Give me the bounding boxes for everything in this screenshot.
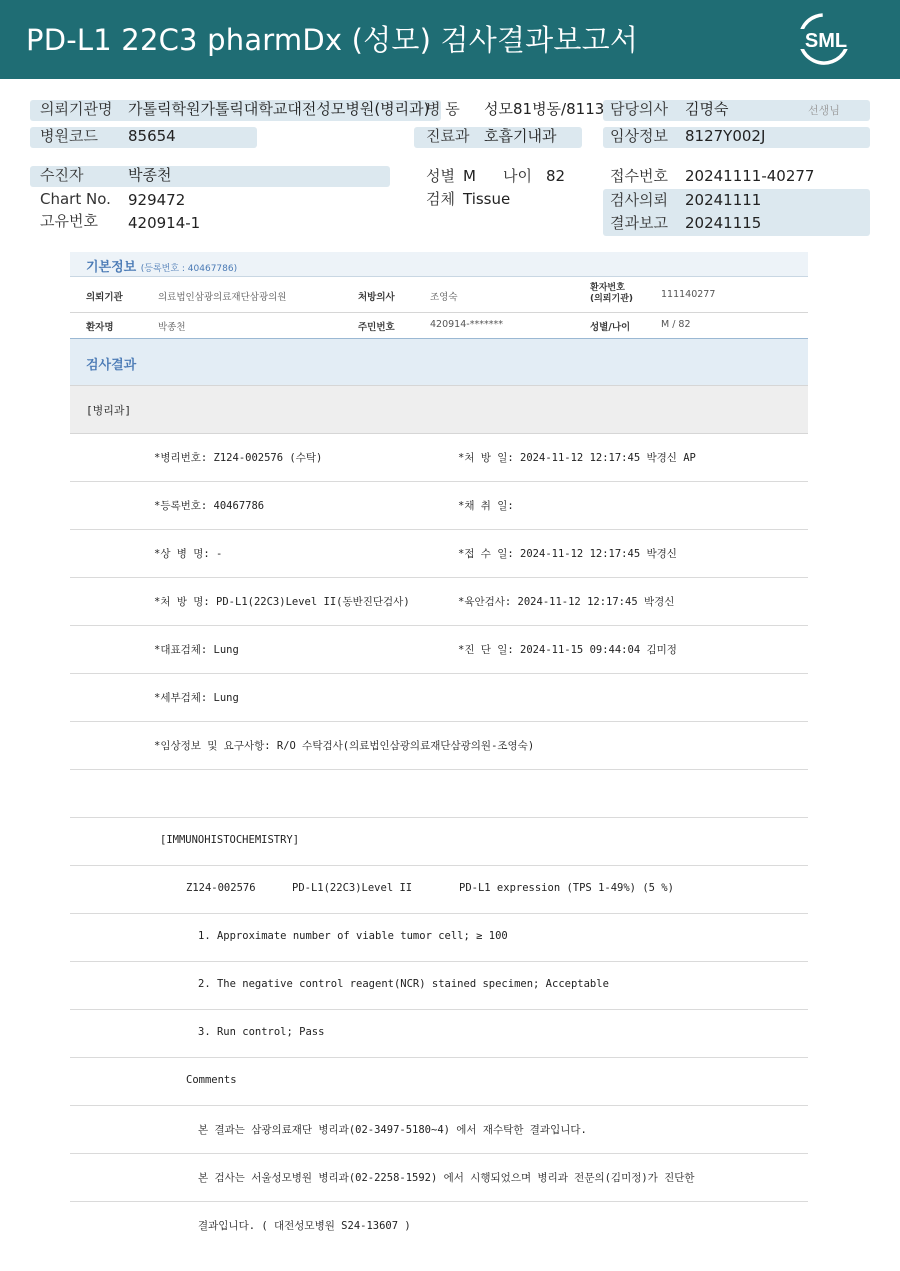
report-label: 결과보고 [610, 214, 668, 232]
ihc-item-1: 1. Approximate number of viable tumor cell; ≥ 100 [198, 930, 508, 942]
dept-label: [병리과] [86, 404, 132, 417]
name-label: 환자명 [86, 322, 114, 333]
result-row-left: *등록번호: 40467786 [154, 500, 265, 512]
dept-row [70, 386, 808, 434]
patient-bar [30, 166, 390, 187]
chart-label: Chart No. [40, 190, 111, 208]
ihc-header-row [70, 818, 808, 866]
request-label: 검사의뢰 [610, 191, 668, 209]
sexage-value: M / 82 [661, 319, 691, 330]
patno-value: 111140277 [661, 289, 716, 300]
report-value: 20241115 [685, 214, 762, 232]
basic-info-row-2 [70, 313, 808, 338]
institution-label: 의뢰기관명 [40, 100, 113, 118]
unique-value: 420914-1 [128, 214, 201, 232]
result-row [70, 578, 808, 626]
logo-text: SML [804, 30, 848, 52]
comment-3: 결과입니다. ( 대전성모병원 S24-13607 ) [198, 1220, 411, 1232]
inst-value: 의료법인삼광의료재단삼광의원 [158, 292, 287, 303]
comment-2: 본 검사는 서울성모병원 병리과(02-2258-1592) 에서 시행되었으며 병리과 전문의(김미정)가 진단한 [198, 1172, 695, 1184]
comments-label: Comments [186, 1074, 237, 1086]
result-row-right: *진 단 일: 2024-11-15 09:44:04 김미정 [458, 644, 677, 656]
result-row-right: *채 취 일: [458, 500, 514, 512]
ihc-item-2: 2. The negative control reagent(NCR) stained specimen; Acceptable [198, 978, 609, 990]
presc-label: 처방의사 [358, 292, 395, 303]
specimen-value: Tissue [463, 190, 511, 208]
clinical-value: 8127Y002J [685, 127, 766, 145]
result-row [70, 674, 808, 722]
patno-label-line2: (의뢰기관) [590, 294, 634, 304]
result-row-left: *처 방 명: PD-L1(22C3)Level II(동반진단검사) [154, 596, 410, 608]
ihc-id: Z124-002576 [186, 882, 256, 894]
ward-label: 병 동 [426, 100, 460, 118]
basic-info-row-1 [70, 277, 808, 313]
patient-value: 박종천 [128, 166, 172, 184]
receipt-label: 접수번호 [610, 167, 668, 185]
comment-row [70, 1202, 808, 1250]
basic-info-reg-no: (등록번호 : 40467786) [140, 264, 238, 274]
ihc-item-3: 3. Run control; Pass [198, 1026, 325, 1038]
result-row-right: *처 방 일: 2024-11-12 12:17:45 박경신 AP [458, 452, 696, 464]
result-row [70, 530, 808, 578]
dept-label: 진료과 [426, 127, 470, 145]
report-header [0, 0, 900, 79]
results-header [70, 338, 808, 386]
result-row [70, 626, 808, 674]
ihc-item-row [70, 962, 808, 1010]
result-row-left: *대표검체: Lung [154, 644, 239, 656]
patno-label [590, 283, 633, 305]
doctor-label: 담당의사 [610, 100, 668, 118]
clinical-label: 임상정보 [610, 127, 668, 145]
result-row-left: *병리번호: Z124-002576 (수탁) [154, 452, 323, 464]
basic-info-title [86, 256, 237, 275]
sexage-label: 성별/나이 [590, 322, 631, 333]
ihc-item-row [70, 914, 808, 962]
hospital-code-value: 85654 [128, 127, 176, 145]
sex-label: 성별 [426, 167, 455, 185]
age-label: 나이 [503, 167, 532, 185]
comment-row [70, 1106, 808, 1154]
result-row [70, 482, 808, 530]
result-row-left: *세부검체: Lung [154, 692, 239, 704]
ihc-item-row [70, 1010, 808, 1058]
result-row-right: *접 수 일: 2024-11-12 12:17:45 박경신 [458, 548, 677, 560]
doctor-value: 김명숙 [685, 100, 729, 118]
presc-value: 조영숙 [430, 292, 458, 303]
sex-value: M [463, 167, 476, 185]
patient-label: 수진자 [40, 166, 84, 184]
patno-label-line1: 환자번호 [590, 283, 625, 293]
basic-info-header [70, 252, 808, 277]
ihc-test: PD-L1(22C3)Level II [292, 882, 413, 894]
result-row-right: *육안검사: 2024-11-12 12:17:45 박경신 [458, 596, 675, 608]
rrn-label: 주민번호 [358, 322, 395, 333]
request-value: 20241111 [685, 191, 762, 209]
doctor-suffix: 선생님 [808, 104, 840, 117]
chart-value: 929472 [128, 191, 186, 209]
basic-info-title-text: 기본정보 [86, 260, 137, 275]
rrn-value: 420914-******* [430, 319, 503, 330]
ihc-result: PD-L1 expression (TPS 1-49%) (5 %) [459, 882, 674, 894]
specimen-label: 검체 [426, 190, 455, 208]
age-value: 82 [546, 167, 566, 185]
comment-1: 본 결과는 삼광의료재단 병리과(02-3497-5180~4) 에서 재수탁한 결과입니다. [198, 1124, 587, 1136]
unique-label: 고유번호 [40, 212, 98, 230]
result-card [70, 252, 808, 1271]
ward-value: 성모81병동/8113 [484, 100, 605, 118]
institution-value: 가톨릭학원가톨릭대학교대전성모병원(병리과) [128, 100, 430, 118]
result-row [70, 722, 808, 770]
result-row [70, 434, 808, 482]
comment-row [70, 1154, 808, 1202]
ihc-summary-row [70, 866, 808, 914]
report-title: PD-L1 22C3 pharmDx (성모) 검사결과보고서 [26, 23, 639, 57]
inst-label: 의뢰기관 [86, 292, 123, 303]
hospital-code-label: 병원코드 [40, 127, 98, 145]
result-row-left: *임상정보 및 요구사항: R/O 수탁검사(의료법인삼광의료재단삼광의원-조영숙) [154, 740, 535, 752]
name-value: 박종천 [158, 322, 186, 333]
result-row-empty [70, 770, 808, 818]
ihc-header: [IMMUNOHISTOCHEMISTRY] [160, 834, 300, 846]
result-row-left: *상 병 명: - [154, 548, 223, 560]
receipt-value: 20241111-40277 [685, 167, 815, 185]
dept-value: 호흡기내과 [484, 127, 557, 145]
results-title: 검사결과 [86, 358, 137, 373]
comments-row [70, 1058, 808, 1106]
sml-logo [794, 10, 858, 68]
